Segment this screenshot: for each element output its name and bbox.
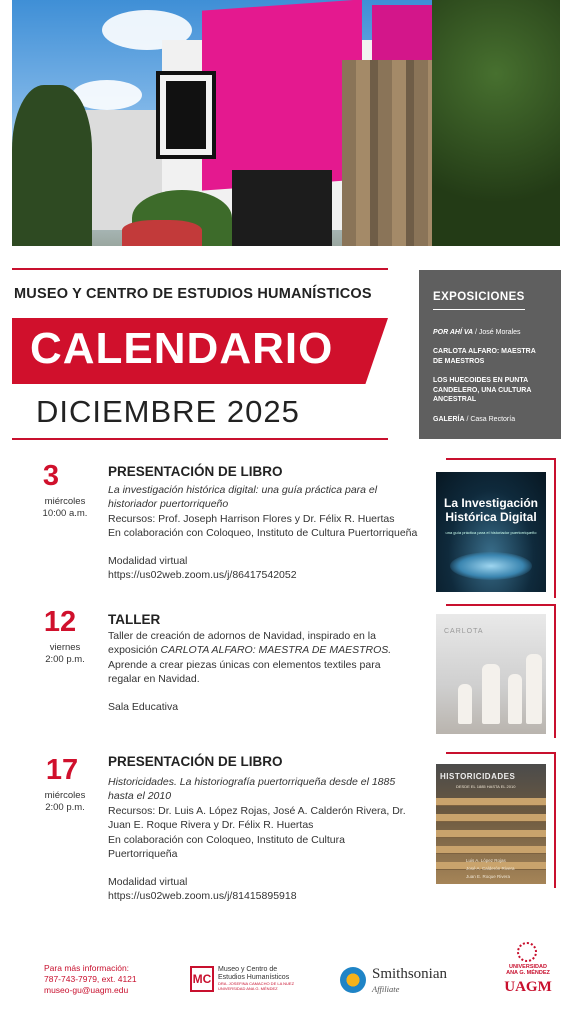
contact-info: Para más información: 787-743-7979, ext. 4121 museo-gu@uagm.edu [44,963,137,996]
book-cover-historicidades: HISTORICIDADES DESDE EL 1885 HASTA EL 2010 Luis A. López Rojas José A. Calderón Rivera Juan E. Roque Rivera [436,764,546,884]
event-zoom-link[interactable]: https://us02web.zoom.us/j/81415895918 [108,890,297,903]
event-details: La investigación histórica digital: una guía práctica para el historiador puertorriqueño Recursos: Prof. Joseph Harrison Flores y Dr. Félix R. Huertas En colaboración con Coloqueo, Instituto de Cultura Puertorriqueña Modalidad virtual https://us02web.zoom.us/j/86417542052 [108,484,418,582]
museum-title: MUSEO Y CENTRO DE ESTUDIOS HUMANÍSTICOS [14,286,372,302]
exhibitions-heading: EXPOSICIONES [433,291,525,310]
smithsonian-logo-text: Smithsonian [372,966,448,982]
uagm-emblem-icon [517,942,537,962]
event-title: PRESENTACIÓN DE LIBRO [108,464,283,479]
event-date: miércoles 10:00 a.m. [42,496,88,519]
museum-building-photo [12,0,560,246]
top-rule [12,268,388,270]
uagm-name: UNIVERSIDAD ANA G. MÉNDEZ [506,964,550,977]
month-title: DICIEMBRE 2025 [36,394,300,429]
event-day: 17 [45,754,79,786]
event-details: Historicidades. La historiografía puertorriqueña desde el 1885 hasta el 2010 Recursos: Dr. Luis A. López Rojas, José A. Calderón Rivera, Dr. Juan E. Roque Rivera y Dr. Félix R. Huertas En colaboración con Coloqueo, Instituto de Cultura Puertorriqueña Modalidad virtual https://us02web.zoom.us/j/81415895918 [108,775,408,904]
event-zoom-link[interactable]: https://us02web.zoom.us/j/86417542052 [108,569,297,582]
smithsonian-sun-icon [340,967,366,993]
exhibition-item: CARLOTA ALFARO: MAESTRA DE MAESTROS [433,348,536,365]
exhibition-item: POR AHÍ VA / José Morales [433,329,521,336]
calendar-title: CALENDARIO [30,324,334,373]
contact-phone[interactable]: 787-743-7979, ext. 4121 [44,974,137,985]
museum-logo-text: Museo y Centro de Estudios Humanísticos DRA. JOSEFINA CAMACHO DE LA NUEZ UNIVERSIDAD ANA G. MÉNDEZ [218,966,295,991]
exhibitions-box [419,270,561,439]
event-details: Taller de creación de adornos de Navidad, inspirado en la exposición CARLOTA ALFARO: MAESTRA DE MAESTROS. Aprende a crear piezas únicas con elementos textiles para regalar en Navidad. Sala Educativa [108,630,392,713]
exhibition-photo-carlota: CARLOTA [436,614,546,734]
event-date: miércoles 2:00 p.m. [44,790,86,813]
book-cover-investigacion: La Investigación Histórica Digital una guía práctica para el historiador puertorriqueño [436,472,546,592]
header-bottom-rule [12,438,388,440]
museum-logo-icon: MC [190,966,214,992]
event-title: PRESENTACIÓN DE LIBRO [108,754,283,769]
exhibition-item: LOS HUECOIDES EN PUNTA CANDELERO, UNA CULTURA ANCESTRAL [433,377,532,404]
event-date: viernes 2:00 p.m. [45,642,85,665]
smithsonian-affiliate: Affiliate [372,984,400,994]
event-day: 3 [42,460,60,492]
contact-email[interactable]: museo-gu@uagm.edu [44,985,129,996]
event-day: 12 [43,606,77,638]
exhibition-item: GALERÍA / Casa Rectoría [433,415,516,423]
event-title: TALLER [108,612,161,627]
uagm-logo: UAGM [504,979,552,995]
